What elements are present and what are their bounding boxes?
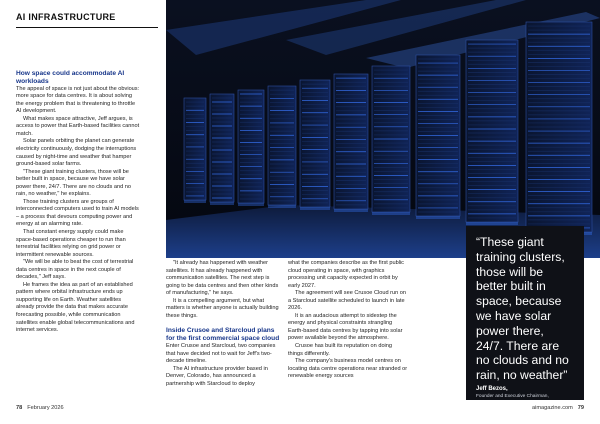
body-paragraph: "It already has happened with weather satellites. It has already happened with communication satellites. The next step is going to be data centres and then other kinds of manufacturing," he says. xyxy=(166,260,279,297)
floor-reflection xyxy=(184,200,206,203)
body-paragraph: Crusoe has built its reputation on doing things differently. xyxy=(288,343,393,357)
floor-reflection xyxy=(334,209,368,212)
floor-reflection xyxy=(268,205,296,208)
body-paragraph: The company's business model centres on locating data centre operations near stranded or renewable energy sources xyxy=(288,358,408,380)
data-centre-photo xyxy=(166,0,600,258)
body-paragraph: The AI infrastructure provider based in Denver, Colorado, has announced a partnership with Starcloud to deploy xyxy=(166,365,268,387)
floor-reflection xyxy=(372,212,410,215)
server-rack xyxy=(184,98,206,200)
body-paragraph: what the companies describe as the first public cloud operating in space, with graphics processing unit capacity expected in orbit by early 2027. xyxy=(288,260,404,289)
body-paragraph: It is a compelling argument, but what matters is whether anyone is actually building these things. xyxy=(166,297,279,319)
article-subheading: How space could accommodate AI workloads xyxy=(16,70,125,85)
article-subheading: Inside Crusoe and Starcloud plans for the first commercial space cloud xyxy=(166,327,280,343)
section-divider xyxy=(16,27,158,28)
pull-quote xyxy=(466,226,584,407)
body-paragraph: He frames the idea as part of an established pattern where orbital infrastructure ends up supporting life on Earth. Weather satellites already provide the data that makes accurate forecasting possible, while communication satellites enable global telecommunications and internet services. xyxy=(16,281,135,334)
body-paragraph: The agreement will see Crusoe Cloud run on a Starcloud satellite scheduled to launch in late 2026. xyxy=(288,290,407,312)
column-2 xyxy=(166,260,284,388)
column-1 xyxy=(16,70,140,335)
page-number: 79 xyxy=(577,405,584,411)
floor-reflection xyxy=(210,202,234,205)
body-paragraph: Those training clusters are groups of interconnected computers used to train AI models – a process that devours computing power and energy at an alarming rate. xyxy=(16,198,139,228)
body-paragraph: The appeal of space is not just about the obvious: more space for data centres. It is about solving the energy problem that is threatening to throttle AI development. xyxy=(16,85,140,115)
server-rack xyxy=(268,86,296,205)
body-paragraph: Solar panels orbiting the planet can generate electricity continuously, dodging the interruptions caused by night-time and weather that hamper ground-based solar farms. xyxy=(16,138,137,168)
section-title: AI INFRASTRUCTURE xyxy=(16,12,116,22)
floor-reflection xyxy=(466,222,518,225)
body-paragraph: What makes space attractive, Jeff argues, is access to power that Earth-based facilities cannot match. xyxy=(16,115,140,137)
body-paragraph: "We will be able to beat the cost of terrestrial data centres in space in the next couple of decades," Jeff says. xyxy=(16,259,134,281)
footer-left xyxy=(16,405,64,411)
quote-attribution-role: Founder and Executive Chairman, xyxy=(476,393,549,399)
body-paragraph: That constant energy supply could make space-based operations cheaper to run than terrestrial facilities relying on grid power or intermittent renewable sources. xyxy=(16,228,126,258)
body-paragraph: It is an audacious attempt to sidestep the energy and physical constraints strangling Earth-based data centres by tapping into solar power available beyond the atmosphere. xyxy=(288,312,403,342)
body-paragraph: Enter Crusoe and Starcloud, two companies that have decided not to wait for Jeff's two-decade timeline. xyxy=(166,342,276,365)
floor-reflection xyxy=(238,203,264,206)
issue-date: February 2026 xyxy=(27,405,64,411)
floor-reflection xyxy=(300,207,330,210)
floor-reflection xyxy=(416,216,460,219)
site-url: aimagazine.com xyxy=(532,405,573,411)
server-rack xyxy=(466,40,518,222)
column-3 xyxy=(288,260,408,381)
pull-quote-text: “These giant training clusters, those will be better built in space, because we have solar power there, 24/7. There are no clouds and no rain, no weather” xyxy=(476,235,569,383)
page-number: 78 xyxy=(16,405,23,411)
footer-right xyxy=(532,405,584,411)
quote-attribution-name: Jeff Bezos, xyxy=(476,385,508,392)
server-rack xyxy=(300,80,330,207)
quote-attribution-org: Amazon xyxy=(476,400,500,407)
body-paragraph: "These giant training clusters, those will be better built in space, because we have solar power there, 24/7. There are no clouds and no rain, no weather," he explains. xyxy=(16,168,131,198)
